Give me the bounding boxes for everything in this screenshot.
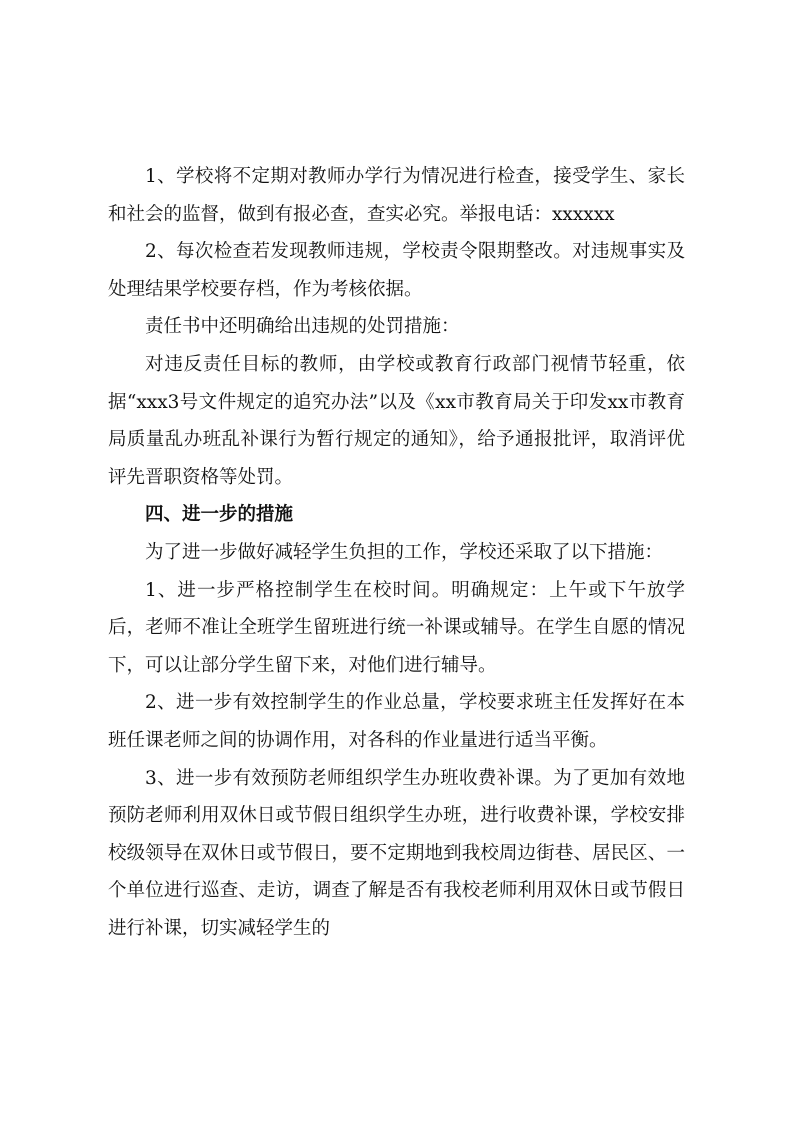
document-body (108, 158, 685, 947)
paragraph-measures-intro: 为了进一步做好减轻学生负担的工作，学校还采取了以下措施： (145, 541, 664, 563)
paragraph-rectification: 2、每次检查若发现教师违规，学校责令限期整改。对违规事实及处理结果学校要存档，作为考核依据。 (108, 241, 685, 300)
paragraph-measure-homework: 2、进一步有效控制学生的作业总量，学校要求班主任发挥好在本班任课老师之间的协调作用，对各科的作业量进行适当平衡。 (108, 692, 685, 751)
paragraph-measure-school-time: 1、进一步严格控制学生在校时间。明确规定：上午或下午放学后，老师不准让全班学生留班进行统一补课或辅导。在学生自愿的情况下，可以让部分学生留下来，对他们进行辅导。 (108, 579, 685, 676)
section-heading-further-measures: 四、进一步的措施 (145, 504, 294, 526)
paragraph-inspection: 1、学校将不定期对教师办学行为情况进行检查，接受学生、家长和社会的监督，做到有报必查，查实必究。举报电话：xxxxxx (108, 166, 685, 225)
paragraph-penalty-detail: 对违反责任目标的教师，由学校或教育行政部门视情节轻重，依据“xxx3号文件规定的追究办法”以及《xx市教育局关于印发xx市教育局质量乱办班乱补课行为暂行规定的通知》，给予通报批评，取消评优评先晋职资格等处罚。 (108, 353, 685, 488)
paragraph-penalty-intro: 责任书中还明确给出违规的处罚措施： (145, 316, 460, 338)
paragraph-measure-paid-tutoring: 3、进一步有效预防老师组织学生办班收费补课。为了更加有效地预防老师利用双休日或节假日组织学生办班，进行收费补课，学校安排校级领导在双休日或节假日，要不定期地到我校周边街巷、居民区、一个单位进行巡查、走访，调查了解是否有我校老师利用双休日或节假日进行补课，切实减轻学生的 (108, 767, 685, 939)
